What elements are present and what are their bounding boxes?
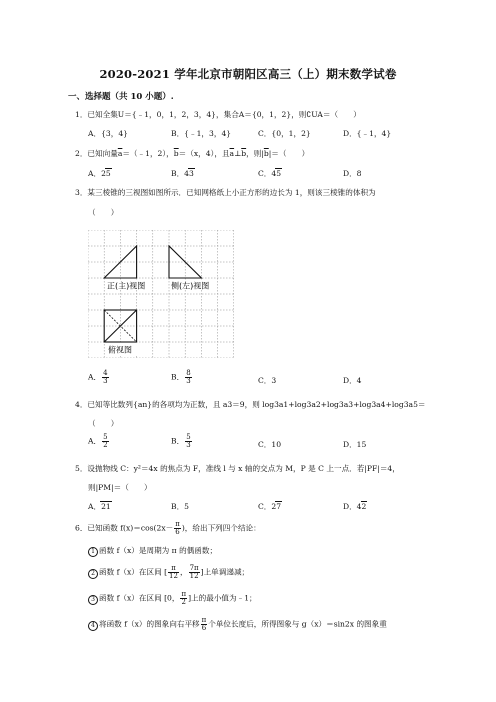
q2-option-a: A．25 (88, 169, 111, 178)
q2-option-c: C．45 (258, 169, 282, 178)
page-title: 2020-2021 学年北京市朝阳区高三（上）期末数学试卷 (99, 67, 397, 81)
q1-option-a: A．{3，4} (88, 129, 128, 138)
question-1-stem: 1．已知全集U＝{﹣1，0，1，2，3，4}，集合A＝{0，1，2}，则∁UA＝（ ） (75, 110, 361, 119)
q3-option-d: D．4 (343, 376, 362, 385)
top-view-label: 俯视图 (108, 345, 132, 355)
q6-conclusion-4: 4 将函数 f（x）的图象向右平移 $\frac{\pi}{6}$ 个单位长度后，所得图象与 g（x）＝sin2x 的图象重 (88, 617, 387, 632)
three-view-figure (88, 230, 234, 362)
q4-option-c: C．10 (258, 440, 282, 449)
q4-option-a: A． $\frac{5}{2}$ (88, 433, 108, 449)
vector-b: $\overline{b}$ (173, 149, 179, 158)
question-2-stem: 2．已知向量$\overline{a}=(﹣1$，2），$\overline{b}=(x$，4），且$\overline{a}\perp\overline{b}$，则$|\overline{b}|=$（ ） (75, 149, 310, 158)
q3-option-c: C．3 (258, 376, 277, 385)
q5-option-a: A．21 (88, 502, 111, 511)
q1-option-d: D．{﹣1，4} (343, 129, 392, 138)
circled-2: 2 (88, 569, 98, 579)
three-view-grid (88, 230, 234, 358)
q3-paren: （ ） (88, 208, 119, 217)
side-view-label: 侧(左)视图 (171, 281, 210, 291)
question-3-stem: 3．某三棱锥的三视图如图所示．已知网格纸上小正方形的边长为 1，则该三棱锥的体积为 (75, 188, 376, 197)
q6-conclusion-2: 2 函数 f（x）在区间 [ $\frac{\pi}{12}$ ， $\frac{7\pi}{12}$ ]上单调递减； (88, 565, 249, 580)
section-heading: 一、选择题（共 10 小题）. (68, 92, 174, 102)
question-5-stem: 5．设抛物线 C：y²＝4x 的焦点为 F，准线 l 与 x 轴的交点为 M，P 是 C 上一点．若|PF|＝4， (75, 464, 400, 473)
q6-conclusion-1: 1 函数 f（x）是周期为 π 的偶函数； (88, 545, 217, 557)
q2-option-b: B．43 (171, 169, 194, 178)
q1-option-c: C．{0，1，2} (258, 129, 311, 138)
q2-option-d: D．8 (343, 169, 362, 178)
q3-option-a: A． $\frac{4}{3}$ (88, 369, 108, 385)
circled-3: 3 (88, 595, 98, 605)
question-6-stem: 6．已知函数 f(x)＝cos(2x－ $\frac{\pi}{6}$ )，给出下列四个结论： (75, 520, 261, 536)
circled-1: 1 (88, 547, 98, 557)
q1-option-b: B．{﹣1，3，4} (171, 129, 232, 138)
question-5-stem-continued: 则|PM|＝（ ） (88, 483, 152, 492)
vector-a: $\overline{a}$ (117, 149, 123, 158)
q4-paren: （ ） (88, 419, 119, 428)
q4-option-b: B． $\frac{5}{3}$ (171, 433, 191, 449)
q3-option-b: B． $\frac{8}{3}$ (171, 369, 191, 385)
circled-4: 4 (88, 621, 98, 631)
question-4-stem: 4．已知等比数列{an}的各项均为正数，且 a3＝9，则 log3a1+log3a2+log3a3+log3a4+log3a5＝ (75, 400, 426, 409)
q5-option-d: D．42 (343, 502, 367, 511)
q6-conclusion-3: 3 函数 f（x）在区间 [0， $\frac{\pi}{2}$ ]上的最小值为﹣1； (88, 591, 257, 606)
q4-option-d: D．15 (343, 440, 367, 449)
front-view-label: 正(主)视图 (107, 281, 146, 291)
q5-option-b: B．5 (171, 502, 190, 511)
q5-option-c: C．27 (258, 502, 282, 511)
